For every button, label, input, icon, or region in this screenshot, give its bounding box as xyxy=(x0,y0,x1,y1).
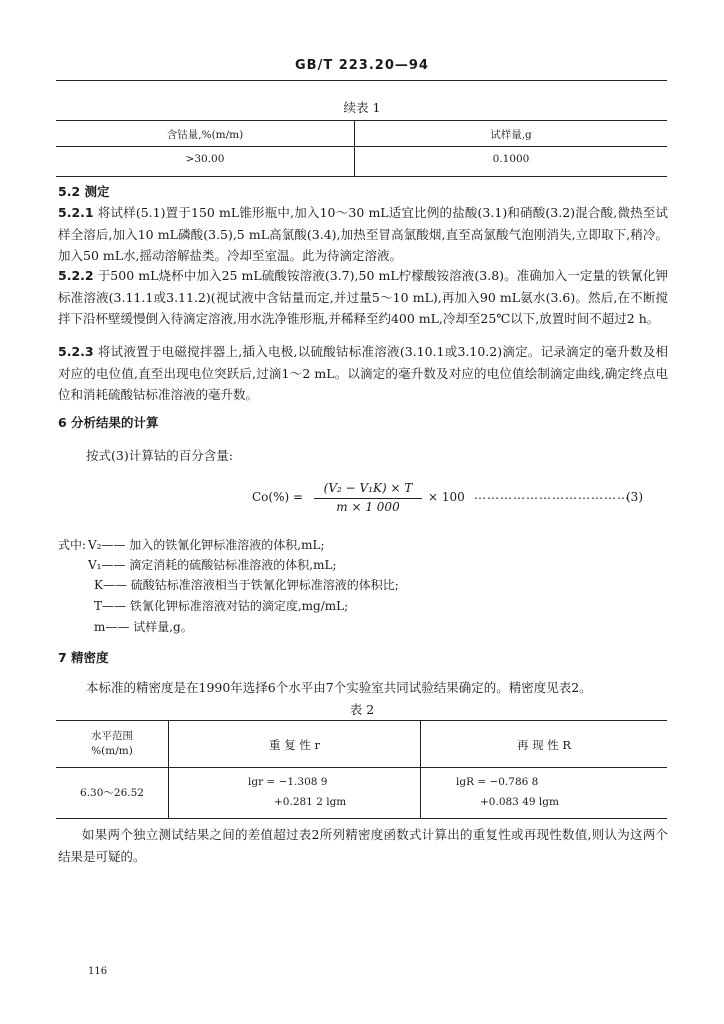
formula-number: (3) xyxy=(626,490,643,504)
standard-code: GB/T 223.20—94 xyxy=(295,58,429,73)
paragraph-5-2-3-text: 将试液置于电磁搅拌器上,插入电极,以硫酸钴标准溶液(3.10.1或3.10.2)滴定。记录滴定的毫升数及相对应的电位值,直至出现电位突跃后,过滴1～2 mL。以滴定的毫升数及对应的电位值绘制滴定曲线,确定终点电位和消耗硫酸钴标准溶液的毫升数。 xyxy=(58,344,669,402)
formula-numerator: (V₂ − V₁K) × T xyxy=(323,481,413,495)
header-rule xyxy=(56,80,667,81)
table2-col3-header: 再 现 性 R xyxy=(516,738,572,752)
formula-denominator: m × 1 000 xyxy=(336,500,400,514)
table2-header-rule xyxy=(56,767,667,768)
table2-col1-header-line2: %(m/m) xyxy=(91,745,133,757)
table2-caption: 表 2 xyxy=(349,702,375,717)
section-6-title: 6 分析结果的计算 xyxy=(58,415,159,430)
formula-lhs: Co(%) = xyxy=(252,490,304,504)
paragraph-5-2-3 xyxy=(58,341,668,406)
def-v1: V₁—— 滴定消耗的硫酸钴标准溶液的体积,mL; xyxy=(88,558,337,572)
table2-top-rule xyxy=(56,720,667,721)
page-number: 116 xyxy=(88,966,108,977)
table1-caption: 续表 1 xyxy=(343,100,381,115)
table1-col2-header: 试样量,g xyxy=(490,129,532,141)
table2-col2-header: 重 复 性 r xyxy=(269,738,320,752)
paragraph-5-2-1 xyxy=(58,202,668,267)
section-6-intro: 按式(3)计算钴的百分含量: xyxy=(86,448,233,463)
paragraph-5-2-2 xyxy=(58,265,668,330)
formula-tail: × 100 xyxy=(428,490,465,504)
closing-paragraph: 如果两个独立测试结果之间的差值超过表2所列精密度函数式计算出的重复性或再现性数值,则认为这两个结果是可疑的。 xyxy=(58,827,668,864)
table2-divider-1 xyxy=(168,720,169,818)
table2-range: 6.30～26.52 xyxy=(80,787,144,799)
def-t: T—— 铁氰化钾标准溶液对钴的滴定度,mg/mL; xyxy=(94,599,349,613)
table1-header-rule xyxy=(56,146,667,147)
def-k: K—— 硫酸钴标准溶液相当于铁氰化钾标准溶液的体积比; xyxy=(94,578,399,592)
table1-col1-header: 含钴量,%(m/m) xyxy=(166,129,244,141)
section-7-title: 7 精密度 xyxy=(58,650,109,665)
paragraph-5-2-1-number: 5.2.1 xyxy=(58,205,94,220)
formula-leader-dots: ……………………………… xyxy=(474,488,630,502)
paragraph-5-2-3-number: 5.2.3 xyxy=(58,344,94,359)
table1-bottom-rule xyxy=(56,176,667,177)
def-v2: V₂—— 加入的铁氰化钾标准溶液的体积,mL; xyxy=(88,538,325,552)
section-7-intro: 本标准的精密度是在1990年选择6个水平由7个实验室共同试验结果确定的。精密度见表2。 xyxy=(86,680,592,695)
def-m: m—— 试样量,g。 xyxy=(94,620,193,634)
table2-divider-2 xyxy=(420,720,421,818)
paragraph-5-2-1-text: 将试样(5.1)置于150 mL锥形瓶中,加入10～30 mL适宜比例的盐酸(3.1)和硝酸(3.2)混合酸,微热至试样全溶后,加入10 mL磷酸(3.5),5 mL高氯酸(3.4),加热至冒高氯酸烟,直至高氯酸气泡刚消失,立即取下,稍冷。加入50 mL水,摇动溶解盐类。冷却至室温。此为待滴定溶液。 xyxy=(58,205,668,263)
table2-r-line1: lgr = −1.308 9 xyxy=(248,776,328,788)
formula-3 xyxy=(252,481,668,521)
table2-R-line2: +0.083 49 lgm xyxy=(480,796,559,808)
table1-cell-sample: 0.1000 xyxy=(492,153,530,165)
table1-top-rule xyxy=(56,120,667,121)
table2-bottom-rule xyxy=(56,818,667,819)
section-5-2-title: 5.2 测定 xyxy=(58,184,110,199)
paragraph-5-2-2-number: 5.2.2 xyxy=(58,268,94,283)
table2-col1-header-line1: 水平范围 xyxy=(91,730,133,742)
paragraph-5-2-2-text: 于500 mL烧杯中加入25 mL硫酸铵溶液(3.7),50 mL柠檬酸铵溶液(3.8)。准确加入一定量的铁氰化钾标准溶液(3.11.1或3.11.2)(视试液中含钴量而定,并过量5～10 mL),再加入90 mL氨水(3.6)。然后,在不断搅拌下沿杯壁缓慢倒入待滴定溶液,用水洗净锥形瓶,并稀释至约400 mL,冷却至25℃以下,放置时间不超过2 h。 xyxy=(58,268,668,326)
where-label: 式中: xyxy=(58,538,87,552)
formula-fraction-bar xyxy=(314,498,422,499)
table2-R-line1: lgR = −0.786 8 xyxy=(456,776,539,788)
table1-cell-content: >30.00 xyxy=(185,153,225,165)
table2-r-line2: +0.281 2 lgm xyxy=(274,796,347,808)
